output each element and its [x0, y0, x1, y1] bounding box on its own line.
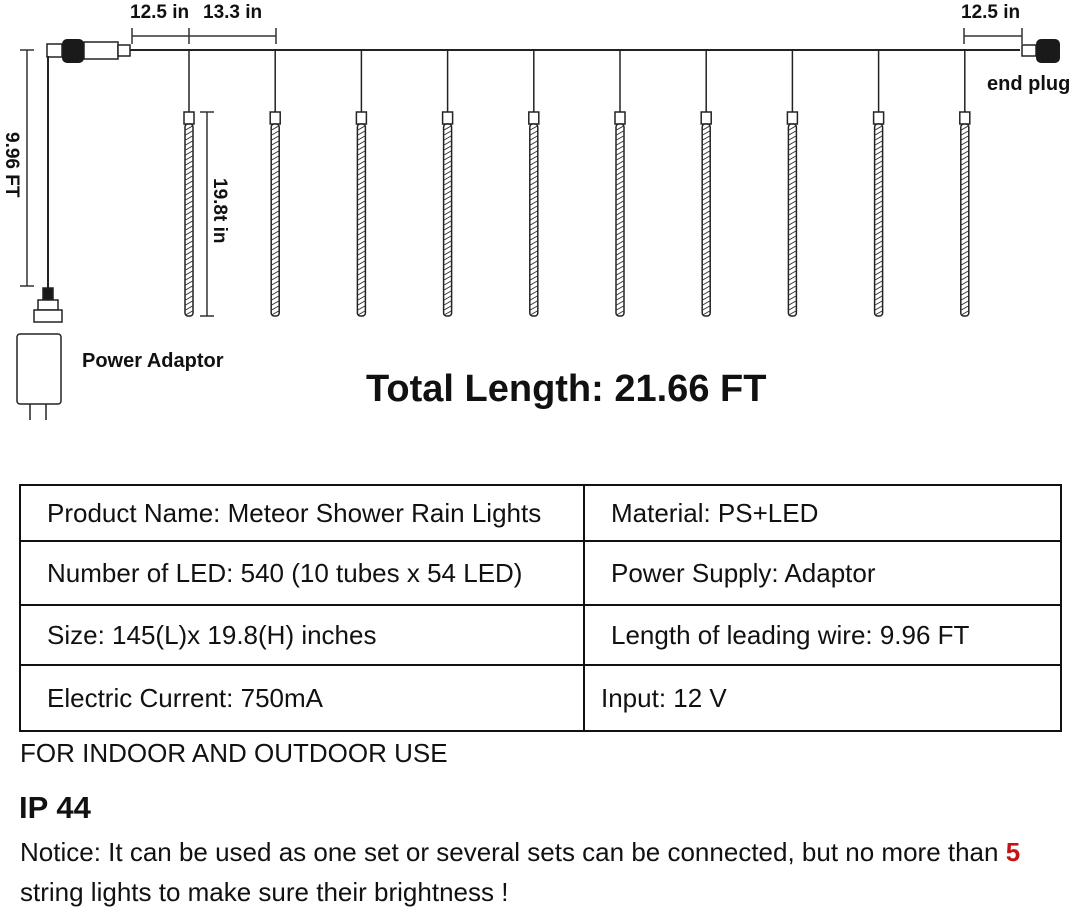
meteor-tube [443, 50, 453, 316]
spec-material: Material: PS+LED [584, 485, 1061, 541]
spec-product-name: Product Name: Meteor Shower Rain Lights [20, 485, 584, 541]
meteor-tube [270, 50, 280, 316]
meteor-tube [529, 50, 539, 316]
input-connector-icon [47, 39, 130, 63]
meteor-tube [356, 50, 366, 316]
meteor-tube [874, 50, 884, 316]
meteor-tube [701, 50, 711, 316]
lead-wire-length-label: 9.96 FT [1, 132, 22, 198]
end-plug-label: end plug [987, 73, 1071, 95]
dim-right-spacing: 12.5 in [961, 2, 1021, 23]
dim-left-spacing: 12.5 in [130, 2, 190, 23]
top-dimension-lines [132, 28, 1022, 44]
total-length-label: Total Length: 21.66 FT [366, 368, 767, 410]
spec-led-count: Number of LED: 540 (10 tubes x 54 LED) [20, 541, 584, 605]
table-row [20, 485, 1061, 541]
spec-input: Input: 12 V [584, 665, 1061, 731]
spec-table [19, 484, 1062, 732]
spec-power-supply: Power Supply: Adaptor [584, 541, 1061, 605]
end-plug-icon [1022, 39, 1060, 63]
meteor-tube [787, 50, 797, 316]
spec-electric-current: Electric Current: 750mA [20, 665, 584, 731]
notice-text-before: Notice: It can be used as one set or several sets can be connected, but no more than [20, 837, 1006, 867]
usage-note: FOR INDOOR AND OUTDOOR USE [20, 738, 448, 768]
tube-height-label: 19.8t in [209, 178, 230, 244]
meteor-tubes [184, 50, 970, 316]
power-adaptor-icon [17, 288, 62, 420]
meteor-tube [960, 50, 970, 316]
table-row [20, 605, 1061, 665]
dim-tube-spacing: 13.3 in [203, 2, 263, 23]
spec-size: Size: 145(L)x 19.8(H) inches [20, 605, 584, 665]
spec-leading-wire: Length of leading wire: 9.96 FT [584, 605, 1061, 665]
product-dimension-diagram [0, 0, 1080, 440]
meteor-tube [615, 50, 625, 316]
meteor-tube [184, 50, 194, 316]
notice-text-after: string lights to make sure their brightness ! [20, 877, 509, 907]
power-adaptor-label: Power Adaptor [82, 350, 224, 372]
table-row [20, 541, 1061, 605]
notice-text [20, 832, 1070, 912]
notice-max-sets: 5 [1005, 837, 1021, 867]
ip-rating: IP 44 [19, 790, 91, 825]
table-row [20, 665, 1061, 731]
